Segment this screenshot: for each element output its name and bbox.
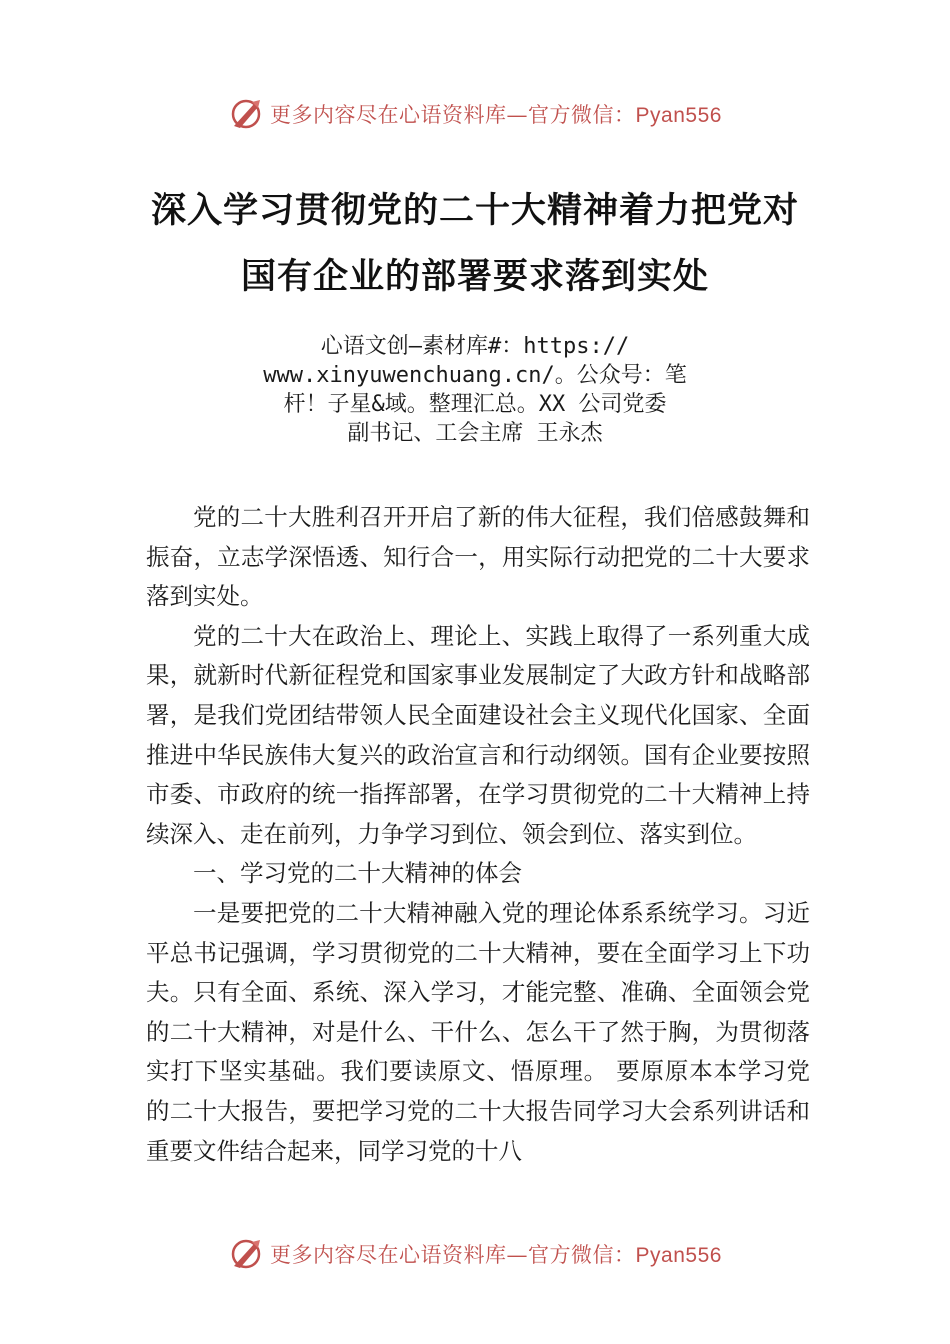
- pen-logo-icon: [228, 96, 264, 132]
- top-banner: [0, 92, 950, 136]
- byline-line-3: 杆！子星&域。整理汇总。XX 公司党委: [283, 392, 667, 417]
- paragraph: 一是要把党的二十大精神融入党的理论体系系统学习。习近平总书记强调，学习贯彻党的二十大精神，要在全面学习上下功夫。只有全面、系统、深入学习，才能完整、准确、全面领会党的二十大精神，对是什么、干什么、怎么干了然于胸，为贯彻落实打下坚实基础。我们要读原文、悟原理。 要原原本本学习党的二十大报告，要把学习党的二十大报告同学习大会系列讲话和重要文件结合起来，同学习党的十八: [146, 898, 810, 1165]
- byline: [230, 332, 720, 448]
- paragraph: 党的二十大胜利召开开启了新的伟大征程，我们倍感鼓舞和振奋，立志学深悟透、知行合一，用实际行动把党的二十大要求落到实处。: [146, 503, 810, 611]
- banner-wechat-id: Pyan556: [635, 1244, 722, 1267]
- section-heading: 一、学习党的二十大精神的体会: [193, 859, 522, 888]
- byline-line-4: 副书记、工会主席 王永杰: [347, 421, 603, 446]
- byline-line-2: www.xinyuwenchuang.cn/。公众号：笔: [263, 363, 687, 388]
- title-line-2: 国有企业的部署要求落到实处: [240, 256, 709, 297]
- banner-label: 更多内容尽在心语资料库—官方微信：: [270, 103, 636, 127]
- pen-logo-icon: [228, 1236, 264, 1272]
- document-body: [146, 498, 810, 1171]
- byline-line-1: 心语文创—素材库#：https://: [320, 334, 630, 359]
- title-line-1: 深入学习贯彻党的二十大精神着力把党对: [150, 190, 799, 231]
- paragraph: 党的二十大在政治上、理论上、实践上取得了一系列重大成果，就新时代新征程党和国家事业发展制定了大政方针和战略部署，是我们党团结带领人民全面建设社会主义现代化国家、全面推进中华民族伟大复兴的政治宣言和行动纲领。国有企业要按照市委、市政府的统一指挥部署，在学习贯彻党的二十大精神上持续深入、走在前列，力争学习到位、领会到位、落实到位。: [146, 621, 810, 848]
- banner-label: 更多内容尽在心语资料库—官方微信：: [270, 1243, 636, 1267]
- bottom-banner: [0, 1232, 950, 1276]
- banner-wechat-id: Pyan556: [635, 104, 722, 127]
- document-title: [100, 178, 850, 310]
- banner-text: [270, 1239, 722, 1269]
- banner-text: [270, 99, 722, 129]
